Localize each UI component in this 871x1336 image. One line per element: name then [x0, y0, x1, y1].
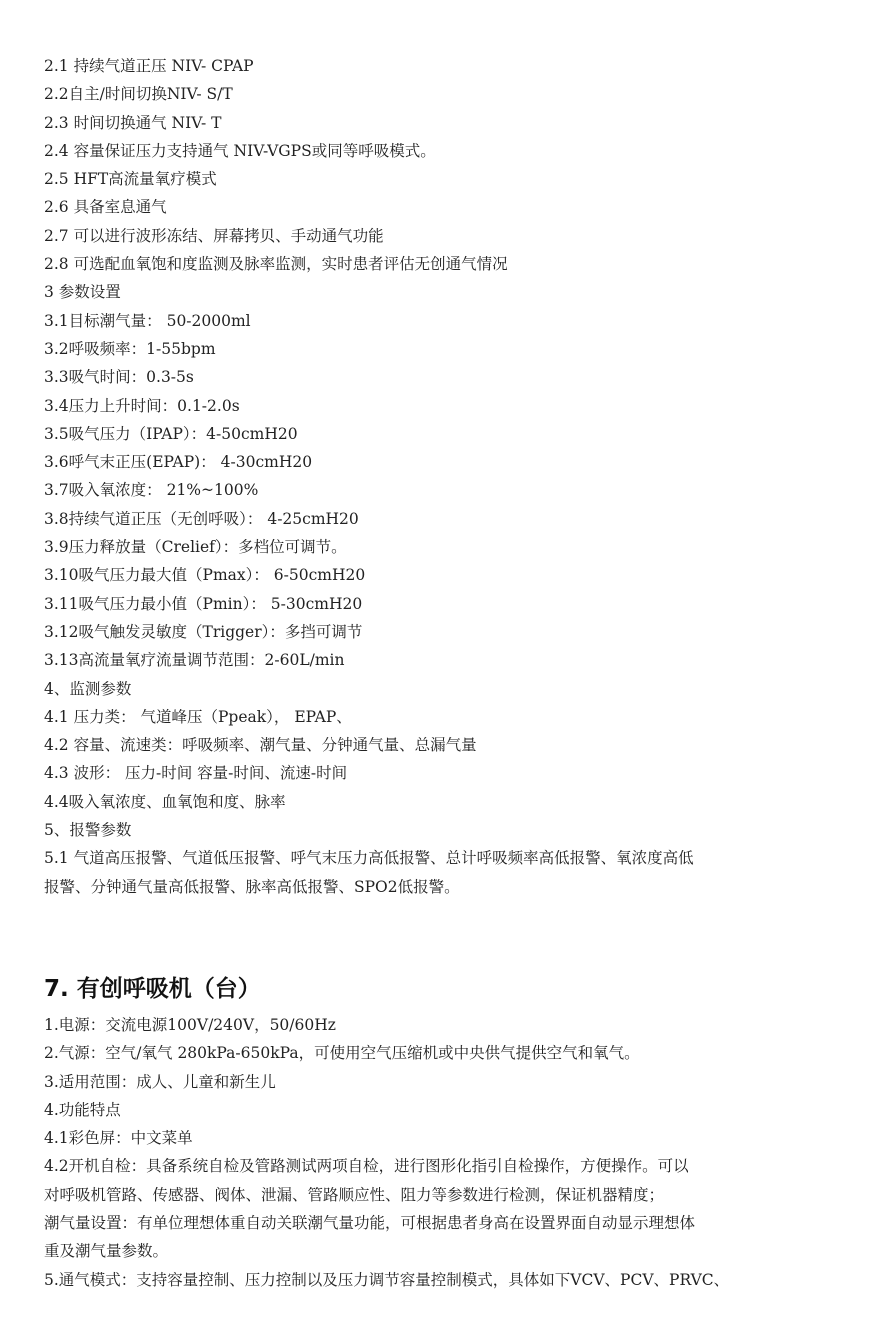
text-line: 2.4 容量保证压力支持通气 NIV-VGPS或同等呼吸模式。: [44, 141, 436, 160]
text-line: 4.4吸入氧浓度、血氧饱和度、脉率: [44, 792, 286, 811]
text-line: 2.7 可以进行波形冻结、屏幕拷贝、手动通气功能: [44, 226, 384, 245]
text-line: 3.12吸气触发灵敏度（Trigger）：多挡可调节: [44, 622, 363, 641]
text-line: 2.气源：空气/氧气 280kPa-650kPa，可使用空气压缩机或中央供气提供空气和氧气。: [44, 1044, 640, 1063]
text-line: 4.1彩色屏：中文菜单: [44, 1129, 193, 1148]
text-line: 2.6 具备室息通气: [44, 198, 167, 217]
text-line: 3 参数设置: [44, 283, 121, 302]
text-line: 4.3 波形： 压力-时间 容量-时间、流速-时间: [44, 764, 348, 783]
text-line: 2.8 可选配血氧饱和度监测及脉率监测，实时患者评估无创通气情况: [44, 255, 508, 274]
text-line: 3.5吸气压力（IPAP）：4-50cmH20: [44, 424, 298, 443]
text-line: 4.2开机自检：具备系统自检及管路测试两项自检，进行图形化指引自检操作，方便操作。可以: [44, 1157, 689, 1176]
text-line: 3.适用范围：成人、儿童和新生儿: [44, 1072, 276, 1091]
text-line: 3.11吸气压力最小值（Pmin）： 5-30cmH20: [44, 594, 363, 613]
spec-section-invasive-ventilator: [44, 967, 834, 1294]
section-heading: 7. 有创呼吸机（台）: [44, 975, 261, 1002]
text-line: 4、监测参数: [44, 679, 132, 698]
document-page: [44, 52, 834, 1294]
text-line: 4.1 压力类： 气道峰压（Ppeak）， EPAP、: [44, 707, 352, 726]
text-line: 4.功能特点: [44, 1100, 121, 1119]
text-line: 3.7吸入氧浓度： 21%~100%: [44, 481, 259, 500]
text-line: 5.通气模式：支持容量控制、压力控制以及压力调节容量控制模式，具体如下VCV、PCV、PRVC、: [44, 1270, 730, 1289]
section-spacer: [44, 901, 834, 967]
text-line: 3.10吸气压力最大值（Pmax）： 6-50cmH20: [44, 566, 366, 585]
text-line: 潮气量设置：有单位理想体重自动关联潮气量功能，可根据患者身高在设置界面自动显示理想体: [44, 1213, 696, 1232]
spec-section-niv: [44, 52, 834, 901]
text-line: 3.3吸气时间：0.3-5s: [44, 368, 194, 387]
text-line: 1.电源：交流电源100V/240V，50/60Hz: [44, 1015, 336, 1034]
text-line: 对呼吸机管路、传感器、阀体、泄漏、管路顺应性、阻力等参数进行检测，保证机器精度；: [44, 1185, 665, 1204]
text-line: 3.4压力上升时间：0.1-2.0s: [44, 396, 240, 415]
text-line: 重及潮气量参数。: [44, 1242, 169, 1261]
text-line: 3.6呼气末正压(EPAP)： 4-30cmH20: [44, 453, 313, 472]
text-line: 3.1目标潮气量： 50-2000ml: [44, 311, 251, 330]
text-line: 3.9压力释放量（Crelief）：多档位可调节。: [44, 538, 347, 557]
text-line: 5、报警参数: [44, 821, 132, 840]
text-line: 2.2自主/时间切换NIV- S/T: [44, 85, 233, 104]
text-line: 5.1 气道高压报警、气道低压报警、呼气末压力高低报警、总计呼吸频率高低报警、氧浓度高低: [44, 849, 694, 868]
text-line: 2.1 持续气道正压 NIV- CPAP: [44, 57, 254, 75]
text-line: 3.8持续气道正压（无创呼吸）： 4-25cmH20: [44, 509, 359, 528]
text-line: 2.5 HFT高流量氧疗模式: [44, 170, 217, 189]
text-line: 4.2 容量、流速类：呼吸频率、潮气量、分钟通气量、总漏气量: [44, 736, 477, 755]
text-line: 报警、分钟通气量高低报警、脉率高低报警、SPO2低报警。: [44, 877, 460, 896]
text-line: 3.2呼吸频率：1-55bpm: [44, 339, 216, 358]
text-line: 2.3 时间切换通气 NIV- T: [44, 113, 222, 132]
text-line: 3.13高流量氧疗流量调节范围：2-60L/min: [44, 651, 345, 670]
